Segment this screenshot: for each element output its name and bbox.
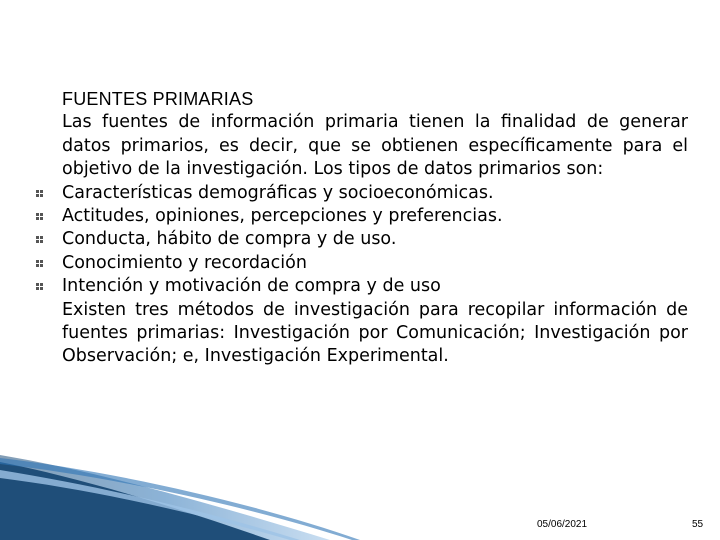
bullet-icon xyxy=(35,212,44,221)
intro-paragraph: Las fuentes de información primaria tienen la finalidad de generar datos primarios, es decir, que se obtienen específicamente para el objetivo de la investigación. Los tipos de datos primarios son: xyxy=(62,112,688,180)
bullet-icon xyxy=(35,235,44,244)
bullet-text: Conducta, hábito de compra y de uso. xyxy=(62,229,397,250)
slide-title: FUENTES PRIMARIAS xyxy=(62,89,254,109)
list-item xyxy=(62,205,688,228)
bullet-icon xyxy=(35,282,44,291)
page-number: 55 xyxy=(692,519,704,530)
slide-content xyxy=(62,88,688,369)
bullet-icon xyxy=(35,259,44,268)
footer-date: 05/06/2021 xyxy=(537,519,588,530)
list-item xyxy=(62,275,688,298)
list-item xyxy=(62,182,688,205)
list-item xyxy=(62,252,688,275)
bullet-text: Conocimiento y recordación xyxy=(62,252,307,273)
bullet-text: Intención y motivación de compra y de uso xyxy=(62,276,441,297)
bullet-text: Características demográficas y socioeconómicas. xyxy=(62,182,494,203)
bullet-icon xyxy=(35,189,44,198)
closing-paragraph: Existen tres métodos de investigación para recopilar información de fuentes primarias: Investigación por Comunicación; Investigación por Observación; e, Investigación Experimental. xyxy=(62,299,688,367)
bullet-text: Actitudes, opiniones, percepciones y preferencias. xyxy=(62,206,503,227)
bullet-list xyxy=(62,182,688,299)
list-item xyxy=(62,228,688,251)
